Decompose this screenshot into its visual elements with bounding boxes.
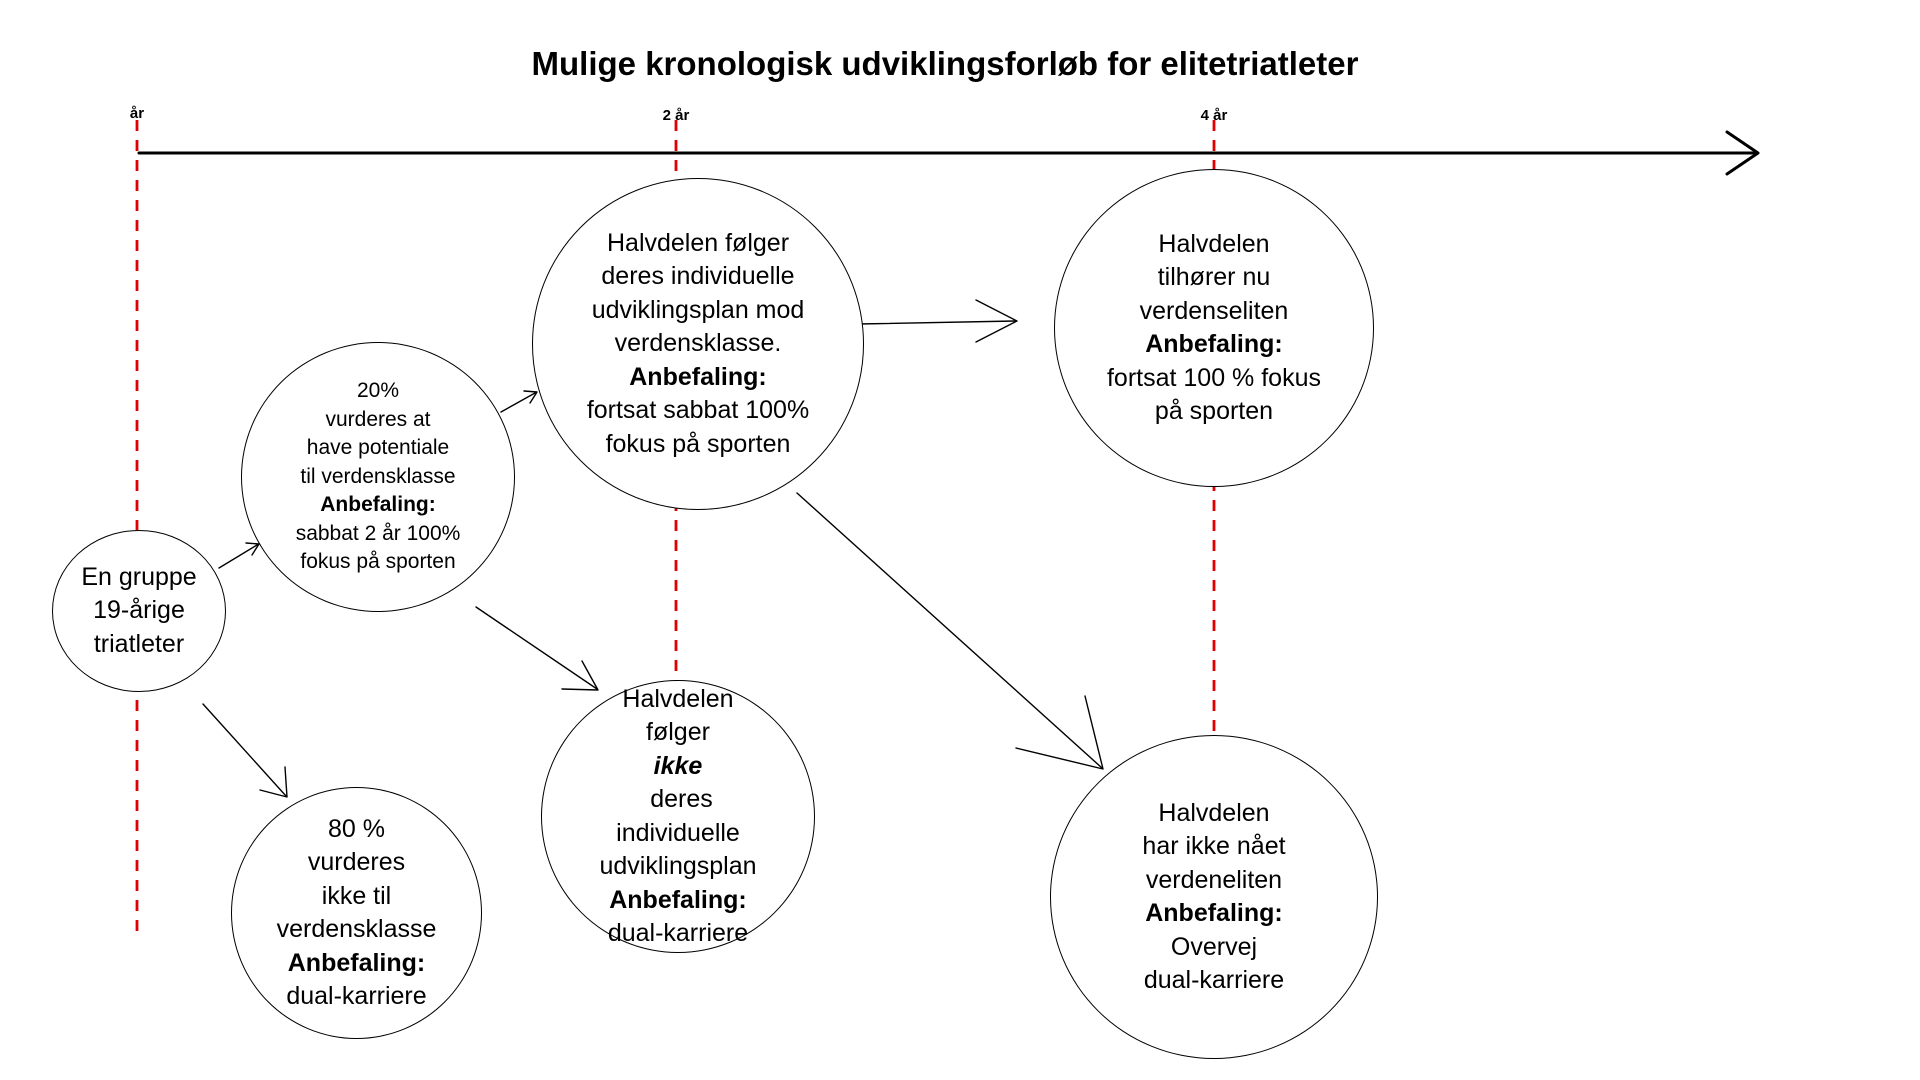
node-not-elite-recommendation-line-2: dual-karriere xyxy=(1143,966,1285,994)
node-not-follows-plan-line-5: udviklingsplan xyxy=(599,852,757,880)
node-start-line-2: 19-årige xyxy=(93,596,185,625)
node-world-elite-recommendation-line-1: fortsat 100 % fokus xyxy=(1106,363,1321,392)
diagram-title: Mulige kronologisk udviklingsforløb for elitetriatleter xyxy=(531,45,1359,82)
node-world-elite-recommendation-line-2: på sporten xyxy=(1154,397,1274,425)
node-potential-recommendation-line-2: fokus på sporten xyxy=(300,550,456,574)
tick-label-year-4: 4 år xyxy=(1200,107,1228,124)
node-not-follows-plan-line-3 xyxy=(643,750,712,817)
node-follows-plan-recommendation-line-1: fortsat sabbat 100% xyxy=(586,396,810,425)
node-not-potential-recommendation-label: Anbefaling: xyxy=(287,948,426,977)
node-not-elite-line-2: har ikke nået xyxy=(1142,832,1286,860)
node-follows-plan-line-4: verdensklasse. xyxy=(614,329,782,358)
arrow-potential-to-not-follows-plan xyxy=(476,607,597,689)
node-potential-line-3: have potentiale xyxy=(306,436,450,460)
node-start-line-1: En gruppe xyxy=(81,562,197,591)
node-potential-20 xyxy=(241,342,515,612)
node-world-elite-recommendation-label: Anbefaling: xyxy=(1145,330,1283,358)
node-not-follows-plan-line-1: Halvdelen xyxy=(622,684,734,713)
arrow-follows-plan-to-not-elite xyxy=(797,493,1102,768)
node-not-follows-plan xyxy=(541,680,815,953)
node-follows-plan-recommendation-line-2: fokus på sporten xyxy=(605,429,791,458)
node-potential-recommendation-line-1: sabbat 2 år 100% xyxy=(295,521,461,545)
node-not-potential-line-4: verdensklasse xyxy=(276,915,437,943)
node-follows-plan-line-3: udviklingsplan mod xyxy=(591,295,805,324)
node-start-group xyxy=(52,530,226,692)
node-not-elite-line-3: verdeneliten xyxy=(1145,865,1283,894)
node-not-elite-recommendation-label: Anbefaling: xyxy=(1145,899,1283,927)
arrow-follows-plan-to-world-elite xyxy=(858,321,1015,324)
node-not-potential-line-2: vurderes xyxy=(307,848,406,876)
node-world-elite xyxy=(1054,169,1374,487)
node-not-follows-plan-line-2: følger xyxy=(646,718,710,746)
node-not-follows-plan-emphasis: ikke xyxy=(653,751,703,780)
node-potential-line-4: til verdensklasse xyxy=(300,464,456,488)
node-not-potential-80 xyxy=(231,787,482,1039)
node-potential-line-2: vurderes at xyxy=(325,407,431,431)
node-not-follows-plan-recommendation-line-1: dual-karriere xyxy=(607,919,749,947)
node-world-elite-line-3: verdenseliten xyxy=(1139,296,1289,325)
arrow-start-to-not-potential xyxy=(203,704,286,796)
node-potential-recommendation-label: Anbefaling: xyxy=(320,493,436,517)
node-not-elite-line-1: Halvdelen xyxy=(1158,798,1270,827)
node-world-elite-line-1: Halvdelen xyxy=(1158,229,1270,258)
node-not-follows-plan-recommendation-label: Anbefaling: xyxy=(609,885,747,914)
arrow-start-to-potential xyxy=(219,545,257,568)
node-follows-plan-recommendation-label: Anbefaling: xyxy=(629,362,767,391)
node-not-follows-plan-emphasis-tail: deres xyxy=(643,785,713,813)
node-follows-plan-line-2: deres individuelle xyxy=(601,262,795,291)
node-start-line-3: triatleter xyxy=(93,629,185,658)
node-follows-plan-line-1: Halvdelen følger xyxy=(606,228,790,257)
node-potential-line-1: 20% xyxy=(356,379,400,403)
node-world-elite-line-2: tilhører nu xyxy=(1157,263,1271,291)
node-not-potential-line-1: 80 % xyxy=(328,814,385,843)
node-not-elite-recommendation-line-1: Overvej xyxy=(1170,932,1258,961)
node-not-elite xyxy=(1050,735,1378,1059)
node-follows-plan xyxy=(532,178,864,510)
node-not-potential-recommendation-line-1: dual-karriere xyxy=(286,982,427,1010)
node-not-potential-line-3: ikke til xyxy=(321,881,392,910)
tick-label-year-2: 2 år xyxy=(662,107,690,124)
tick-label-year-0: år xyxy=(129,105,145,122)
node-not-follows-plan-line-4: individuelle xyxy=(616,818,740,847)
